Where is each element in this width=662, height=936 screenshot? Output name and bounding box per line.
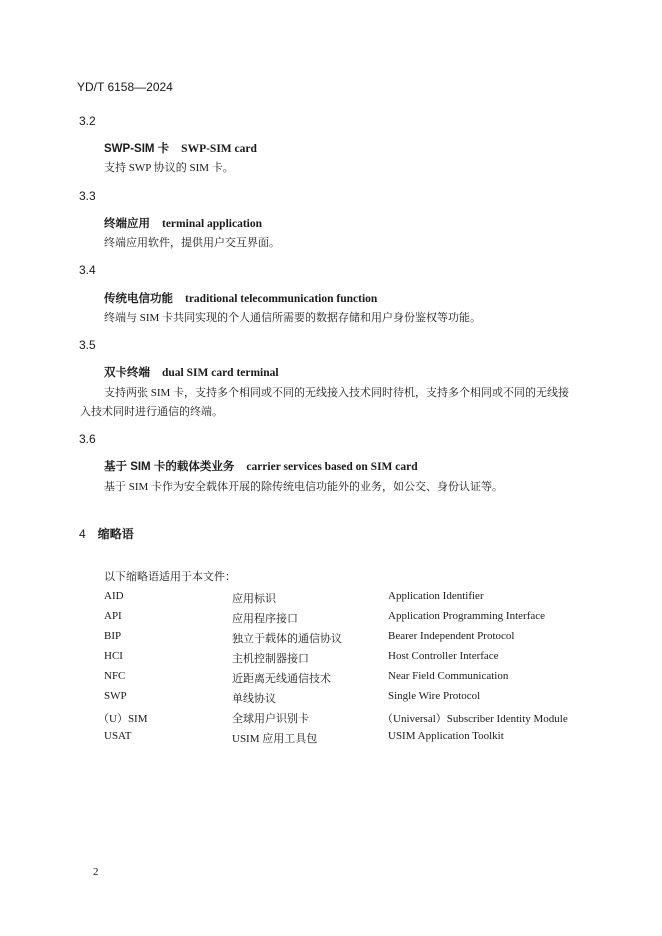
abbr-code: AID [104, 590, 124, 602]
section-heading [79, 525, 134, 542]
term-definition: 基于 SIM 卡作为安全载体开展的除传统电信功能外的业务，如公交、身份认证等。 [104, 481, 504, 493]
term-definition-line: 支持两张 SIM 卡，支持多个相同或不同的无线接入技术同时待机，支持多个相同或不同的无线接 [104, 387, 570, 399]
abbr-english: Bearer Independent Protocol [388, 630, 515, 642]
abbr-english: Host Controller Interface [388, 650, 499, 662]
abbr-english: Single Wire Protocol [388, 690, 481, 702]
abbr-code: NFC [104, 670, 126, 682]
abbr-chinese: USIM 应用工具包 [232, 733, 318, 745]
abbr-code: API [104, 610, 122, 622]
abbr-code: USAT [104, 730, 132, 742]
term-chinese: 基于 SIM 卡的载体类业务 [104, 461, 235, 473]
abbr-code: （U）SIM [98, 713, 148, 725]
section-number: 4 [79, 527, 86, 541]
section-title: 缩略语 [97, 527, 134, 541]
term-english: dual SIM card terminal [162, 367, 279, 379]
term-number: 3.6 [79, 432, 96, 446]
abbr-english: （Universal）Subscriber Identity Module [382, 713, 568, 725]
term-heading [104, 289, 377, 307]
term-english: traditional telecommunication function [185, 293, 378, 305]
term-heading [104, 214, 262, 232]
term-english: carrier services based on SIM card [246, 461, 418, 473]
term-number: 3.2 [79, 114, 96, 128]
term-definition-line: 入技术同时进行通信的终端。 [80, 406, 223, 418]
document-id-header: YD/T 6158—2024 [77, 80, 173, 94]
abbr-chinese: 应用程序接口 [232, 613, 298, 625]
term-english: terminal application [162, 218, 262, 230]
term-heading [104, 457, 418, 475]
abbr-chinese: 全球用户识别卡 [232, 713, 309, 725]
abbr-code: HCI [104, 650, 123, 662]
term-number: 3.5 [79, 338, 96, 352]
term-definition: 终端应用软件，提供用户交互界面。 [104, 237, 280, 249]
term-chinese: 终端应用 [104, 218, 150, 230]
abbr-chinese: 主机控制器接口 [232, 653, 309, 665]
term-definition: 支持 SWP 协议的 SIM 卡。 [104, 162, 234, 174]
abbr-code: BIP [104, 630, 122, 642]
term-chinese: 传统电信功能 [104, 293, 173, 305]
abbr-chinese: 近距离无线通信技术 [232, 673, 331, 685]
abbr-code: SWP [104, 690, 127, 702]
abbr-english: Application Identifier [388, 590, 484, 602]
abbr-chinese: 独立于载体的通信协议 [232, 633, 342, 645]
abbr-english: USIM Application Toolkit [388, 730, 504, 742]
abbr-english: Application Programming Interface [388, 610, 546, 622]
term-english: SWP-SIM card [181, 143, 257, 155]
term-number: 3.3 [79, 189, 96, 203]
abbreviations-intro: 以下缩略语适用于本文件： [104, 571, 236, 583]
abbr-chinese: 单线协议 [232, 693, 276, 705]
page-number: 2 [93, 866, 99, 878]
term-heading [104, 363, 279, 381]
term-definition: 终端与 SIM 卡共同实现的个人通信所需要的数据存储和用户身份鉴权等功能。 [104, 312, 482, 324]
term-heading [104, 139, 257, 157]
abbr-english: Near Field Communication [388, 670, 509, 682]
term-number: 3.4 [79, 263, 96, 277]
abbr-chinese: 应用标识 [232, 593, 276, 605]
term-chinese: SWP-SIM 卡 [104, 143, 170, 155]
term-chinese: 双卡终端 [104, 367, 150, 379]
